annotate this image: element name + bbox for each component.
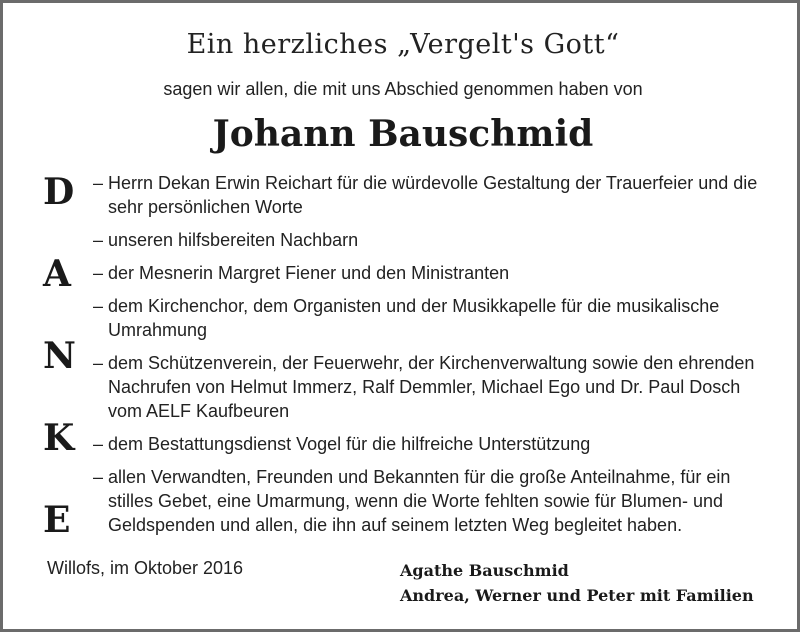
- danke-letter-a: A: [43, 253, 71, 295]
- thanks-item-text: Herrn Dekan Erwin Reichart für die würdevolle Gestaltung der Trauerfeier und die sehr persönlichen Worte: [108, 173, 758, 217]
- dash: –: [93, 467, 104, 487]
- signature-block: [400, 558, 754, 608]
- deceased-name: Johann Bauschmid: [212, 113, 594, 155]
- danke-letters: [33, 3, 93, 635]
- danke-letter-n: N: [43, 335, 76, 377]
- dash: –: [93, 173, 104, 193]
- dash: –: [93, 296, 104, 316]
- thanks-item: [93, 465, 773, 537]
- thanks-item-text: dem Kirchenchor, dem Organisten und der Musikkapelle für die musikalische Umrahmung: [108, 296, 720, 340]
- heading: Ein herzliches „Vergelt's Gott“: [186, 29, 620, 60]
- thanks-item: [93, 432, 773, 456]
- thanks-list: [93, 171, 773, 546]
- thanks-item-text: dem Bestattungsdienst Vogel für die hilfreiche Unterstützung: [108, 434, 591, 454]
- place-date: Willofs, im Oktober 2016: [47, 558, 244, 578]
- thanks-item: [93, 171, 773, 219]
- danke-letter-d: D: [43, 171, 75, 213]
- thanks-item: [93, 351, 773, 423]
- thanks-item-text: der Mesnerin Margret Fiener und den Ministranten: [108, 263, 510, 283]
- thanks-item: [93, 261, 773, 285]
- thanks-item: [93, 294, 773, 342]
- dash: –: [93, 230, 104, 250]
- danke-letter-k: K: [43, 417, 75, 459]
- danke-letter-e: E: [43, 499, 71, 541]
- thanks-item-text: allen Verwandten, Freunden und Bekannten für die große Anteilnahme, für ein stilles Gebet, eine Umarmung, wenn die Worte fehlten sowie für Blumen- und Geldspenden und allen, die ihn auf seinem letzten Weg begleitet haben.: [108, 467, 731, 535]
- dash: –: [93, 353, 104, 373]
- thanks-item-text: dem Schützenverein, der Feuerwehr, der Kirchenverwaltung sowie den ehrenden Nachrufen von Helmut Immerz, Ralf Demmler, Michael Ego und Dr. Paul Dosch vom AELF Kaufbeuren: [108, 353, 755, 421]
- dash: –: [93, 434, 104, 454]
- thanks-item: [93, 228, 773, 252]
- signature-line-1: Agathe Bauschmid: [400, 561, 569, 580]
- thanks-item-text: unseren hilfsbereiten Nachbarn: [108, 230, 359, 250]
- signature-line-2: Andrea, Werner und Peter mit Familien: [400, 586, 754, 605]
- dash: –: [93, 263, 104, 283]
- subline: sagen wir allen, die mit uns Abschied genommen haben von: [163, 79, 643, 99]
